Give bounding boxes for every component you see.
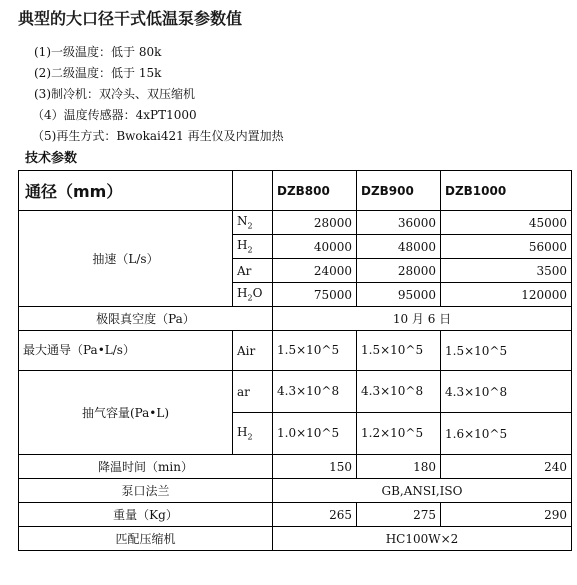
value-cell: 40000: [273, 235, 357, 259]
value-cell: 1.2×10^5: [357, 413, 441, 455]
value-cell: 4.3×10^8: [273, 371, 357, 413]
table-header-row: [19, 171, 572, 211]
ultimate-vacuum-value: 10 月 6 日: [273, 307, 572, 331]
gas-cell: [233, 413, 273, 455]
flange-value: GB,ANSI,ISO: [273, 479, 572, 503]
gas-symbol: H: [237, 425, 248, 440]
feature-item: (3)制冷机：双冷头、双压缩机: [34, 87, 195, 101]
table-row: [19, 371, 572, 413]
spec-table: [18, 170, 572, 551]
feature-item: （5)再生方式：Bwokai421 再生仪及内置加热: [32, 129, 284, 143]
gas-symbol-suffix: O: [252, 286, 263, 301]
value-cell: 290: [441, 503, 572, 527]
table-row: [19, 211, 572, 235]
cooldown-label: 降温时间（min）: [19, 455, 273, 479]
gas-cell: [233, 283, 273, 307]
table-row: [19, 455, 572, 479]
table-row: [19, 503, 572, 527]
flange-label: 泵口法兰: [19, 479, 273, 503]
table-row: [19, 479, 572, 503]
pumping-speed-label: 抽速（L/s）: [19, 211, 233, 307]
gas-subscript: 2: [247, 245, 253, 255]
gas-subscript: 2: [247, 293, 253, 303]
value-cell: 48000: [357, 235, 441, 259]
value-cell: 265: [273, 503, 357, 527]
value-cell: 3500: [441, 259, 572, 283]
gas-cell: ar: [233, 371, 273, 413]
value-cell: 1.6×10^5: [441, 413, 572, 455]
feature-item: (1)一级温度：低于 80k: [34, 45, 162, 59]
value-cell: 24000: [273, 259, 357, 283]
value-cell: 36000: [357, 211, 441, 235]
gas-symbol: N: [237, 214, 248, 229]
header-model: DZB900: [357, 171, 441, 211]
gas-cell: [233, 235, 273, 259]
value-cell: 275: [357, 503, 441, 527]
value-cell: 1.5×10^5: [273, 331, 357, 371]
value-cell: 95000: [357, 283, 441, 307]
value-cell: 180: [357, 455, 441, 479]
header-model: DZB1000: [441, 171, 572, 211]
value-cell: 1.5×10^5: [441, 331, 572, 371]
compressor-label: 匹配压缩机: [19, 527, 273, 551]
value-cell: 4.3×10^8: [357, 371, 441, 413]
value-cell: 1.5×10^5: [357, 331, 441, 371]
value-cell: 45000: [441, 211, 572, 235]
gas-cell: [233, 259, 273, 283]
feature-item: (2)二级温度：低于 15k: [34, 66, 162, 80]
value-cell: 240: [441, 455, 572, 479]
capacity-label: 抽气容量(Pa•L): [19, 371, 233, 455]
value-cell: 120000: [441, 283, 572, 307]
feature-list: [34, 42, 284, 147]
section-title: 技术参数: [25, 151, 78, 166]
compressor-value: HC100W×2: [273, 527, 572, 551]
gas-subscript: 2: [247, 221, 253, 231]
table-row: [19, 527, 572, 551]
gas-symbol: Ar: [237, 263, 252, 278]
gas-symbol: H: [237, 286, 248, 301]
page-title: 典型的大口径干式低温泵参数值: [18, 9, 243, 28]
header-empty-cell: [233, 171, 273, 211]
max-conductance-label: 最大通导（Pa•L/s）: [19, 331, 233, 371]
table-row: [19, 331, 572, 371]
value-cell: 28000: [357, 259, 441, 283]
gas-subscript: 2: [247, 432, 253, 442]
gas-cell: Air: [233, 331, 273, 371]
gas-cell: [233, 211, 273, 235]
value-cell: 28000: [273, 211, 357, 235]
value-cell: 75000: [273, 283, 357, 307]
header-model: DZB800: [273, 171, 357, 211]
value-cell: 1.0×10^5: [273, 413, 357, 455]
weight-label: 重量（Kg）: [19, 503, 273, 527]
table-row: [19, 307, 572, 331]
value-cell: 4.3×10^8: [441, 371, 572, 413]
header-label: 通径（mm）: [19, 171, 233, 211]
value-cell: 150: [273, 455, 357, 479]
gas-symbol: H: [237, 238, 248, 253]
feature-item: （4）温度传感器：4xPT1000: [32, 108, 197, 122]
value-cell: 56000: [441, 235, 572, 259]
ultimate-vacuum-label: 极限真空度（Pa）: [19, 307, 273, 331]
